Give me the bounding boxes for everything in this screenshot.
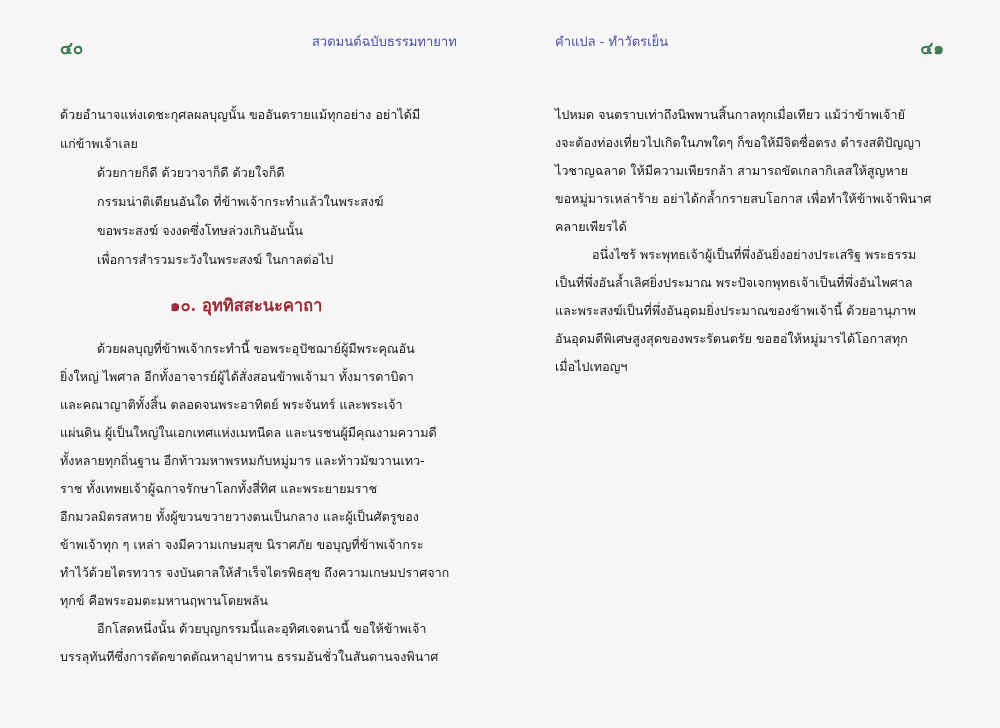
text-line: ทุกข์ คือพระอมตะมหานฤพานโดยพลัน — [60, 593, 269, 608]
verse-line: ขอพระสงฆ์ จงงดซึ่งโทษล่วงเกินอันนั้น — [97, 223, 303, 238]
text-line: ยิ่งใหญ่ ไพศาล อีกทั้งอาจารย์ผู้ได้สั่งสอนข้าพเจ้ามา ทั้งมารดาบิดา — [60, 369, 414, 384]
text-line: บรรลุทันทีซึ่งการตัดขาดตัณหาอุปาทาน ธรรมอันชั่วในสันดานจงพินาศ — [60, 649, 439, 664]
text-line: อันอุดมดีพิเศษสูงสุดของพระรัตนตรัย ขอฮอ่ให้หมู่มารได้โอกาสทุก — [555, 331, 908, 346]
text-line: คลายเพียรได้ — [555, 219, 627, 234]
text-line: แก่ข้าพเจ้าเลย — [60, 136, 138, 151]
text-line: ทำไว้ด้วยไตรทวาร จงบันดาลให้สำเร็จไตรพิธสุข ถึงความเกษมปราศจาก — [60, 565, 450, 580]
text-line: อีกโสดหนึ่งนั้น ด้วยบุญกรรมนี้และอุทิศเจตนานี้ ขอให้ข้าพเจ้า — [97, 621, 427, 636]
running-header: คำแปล - ทำวัตรเย็น — [555, 35, 669, 50]
text-line: แผ่นดิน ผู้เป็นใหญ่ในเอกเทศแห่งเมทนีดล และนรชนผู้มีคุณงามความดี — [60, 425, 437, 440]
text-line: และคณาญาติทั้งสิ้น ตลอดจนพระอาทิตย์ พระจันทร์ และพระเจ้า — [60, 397, 403, 412]
text-line: งจะต้องท่องเที่ยวไปเกิดในภพใดๆ ก็ขอให้มีจิตซื่อตรง ดำรงสติปัญญา — [555, 135, 922, 150]
text-line: อนึ่งไซร้ พระพุทธเจ้าผู้เป็นที่พึ่งอันยิ่งอย่างประเสริฐ พระธรรม — [592, 247, 917, 262]
text-line: เป็นที่พึ่งอันล้ำเลิศยิ่งประมาณ พระปัจเจกพุทธเจ้าเป็นที่พึ่งอันไพศาล — [555, 275, 913, 290]
verse-line: กรรมน่าติเตียนอันใด ที่ข้าพเจ้ากระทำแล้วในพระสงฆ์ — [97, 194, 384, 209]
verse-line: ด้วยกายก็ดี ด้วยวาจาก็ดี ด้วยใจก็ดี — [97, 165, 285, 180]
right-page-text — [555, 105, 950, 405]
text-line: และพระสงฆ์เป็นที่พึ่งอันอุดมยิ่งประมาณของข้าพเจ้านี้ ด้วยอานุภาพ — [555, 303, 916, 318]
text-line: ราช ทั้งเทพยเจ้าผู้ฉกาจรักษาโลกทั้งสี่ทิศ และพระยายมราช — [60, 481, 378, 496]
text-line: ด้วยผลบุญที่ข้าพเจ้ากระทำนี้ ขอพระอุปัชฌาย์ผู้มีพระคุณอัน — [97, 341, 415, 356]
right-page — [500, 0, 1000, 728]
text-line: ข้าพเจ้าทุก ๆ เหล่า จงมีความเกษมสุข นิราศภัย ขอบุญที่ข้าพเจ้ากระ — [60, 537, 424, 552]
text-line: ทั้งหลายทุกถิ่นฐาน อีกท้าวมหาพรหมกับหมู่มาร และท้าวมัฆวานเทว- — [60, 453, 425, 468]
verse-line: เพื่อการสำรวมระวังในพระสงฆ์ ในกาลต่อไป — [97, 252, 334, 267]
text-line: เมื่อไปเทอญฯ — [555, 359, 628, 374]
text-line: ไปหมด จนตราบเท่าถึงนิพพานสิ้นกาลทุกเมื่อเทียว แม้ว่าข้าพเจ้ายั — [555, 107, 905, 122]
text-line: ขอหมู่มารเหล่าร้าย อย่าได้กล้ำกรายสบโอกาส เพื่อทำให้ข้าพเจ้าพินาศ — [555, 191, 932, 206]
text-line: อีกมวลมิตรสหาย ทั้งผู้ขวนขวายวางตนเป็นกลาง และผู้เป็นศัตรูของ — [60, 509, 419, 524]
section-heading: ๑๐. อุททิสสะนะคาถา — [170, 296, 323, 315]
page-number: ๔๑ — [920, 39, 944, 59]
text-line: ด้วยอำนาจแห่งเดชะกุศลผลบุญนั้น ขออันตรายแม้ทุกอย่าง อย่าได้มี — [60, 107, 421, 122]
running-header: สวดมนต์ฉบับธรรมทายาท — [312, 35, 457, 50]
left-page-text — [60, 105, 450, 705]
text-line: ไวชาญฉลาด ให้มีความเพียรกล้า สามารถขัดเกลากิเลสให้สูญหาย — [555, 163, 909, 178]
page-number: ๔๐ — [60, 39, 84, 59]
